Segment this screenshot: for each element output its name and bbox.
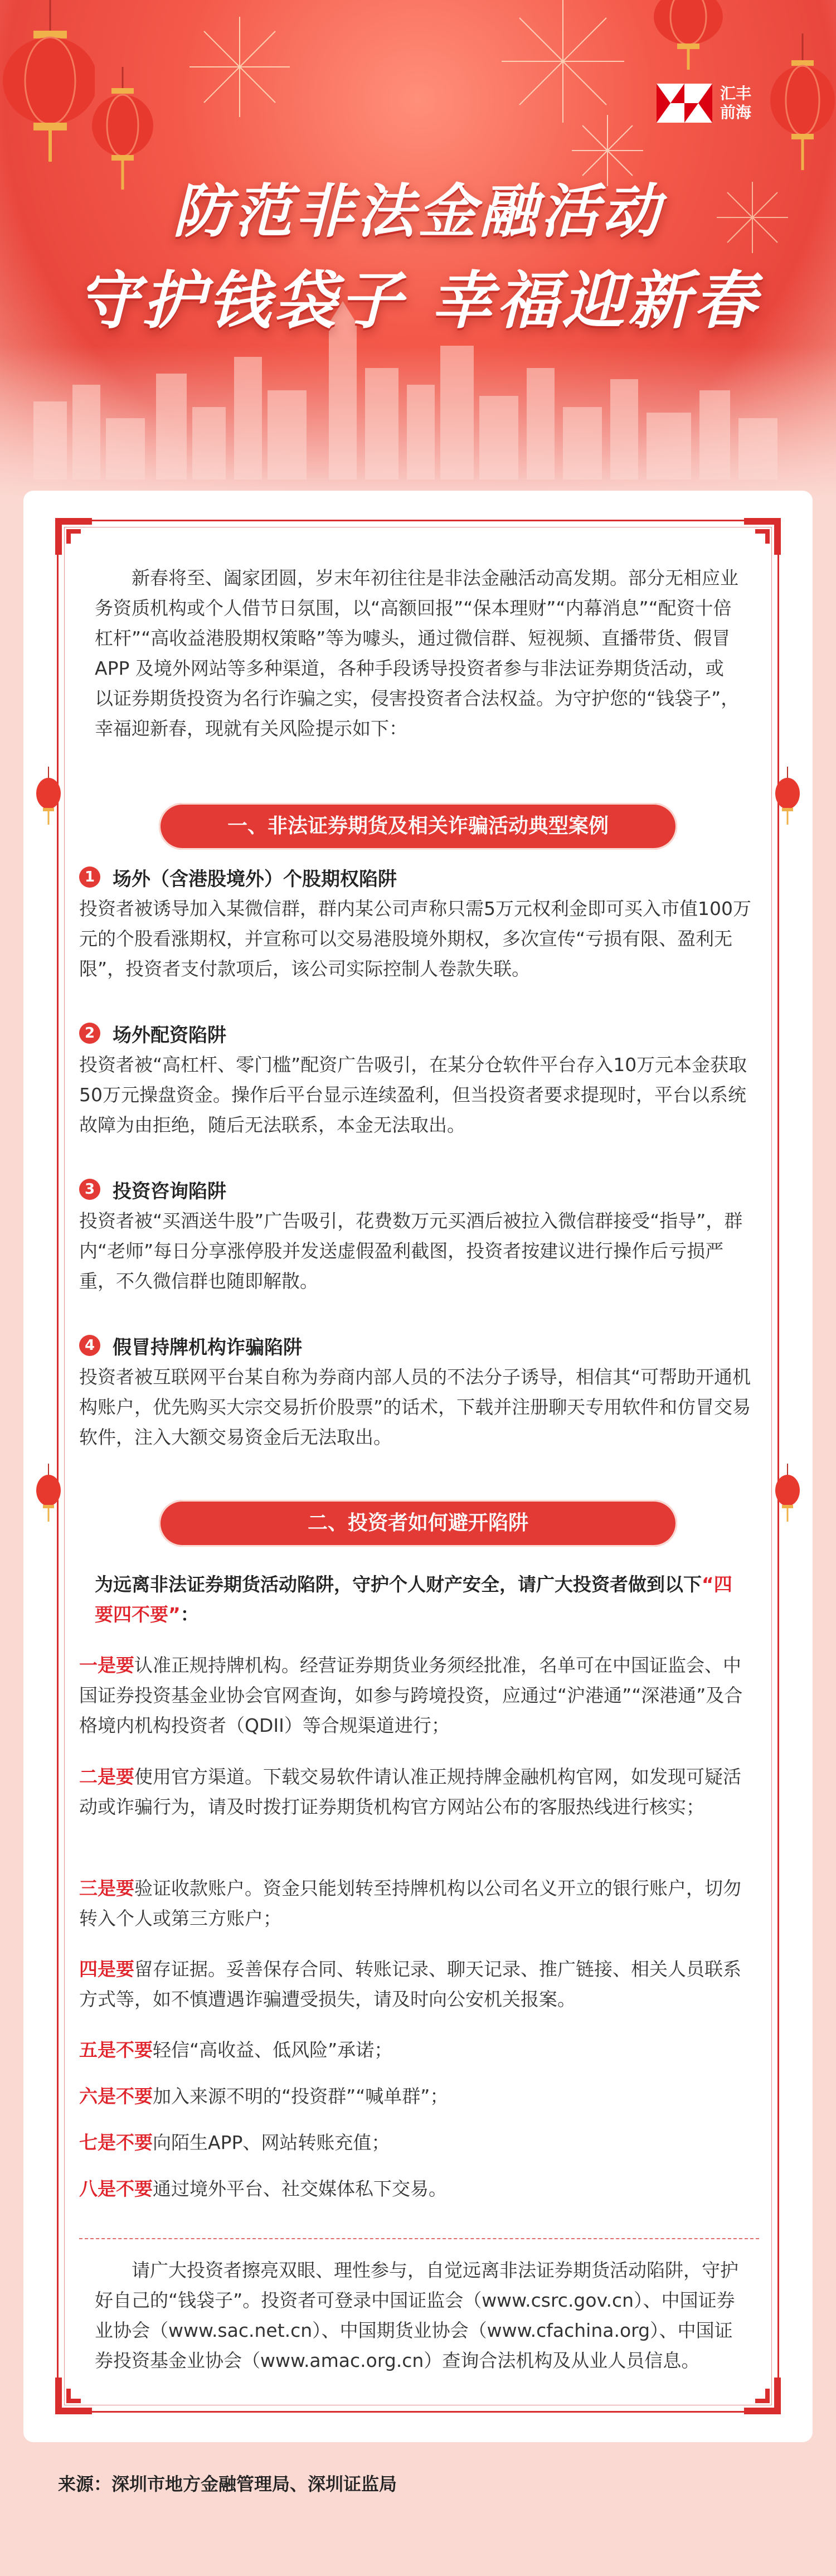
lantern-icon xyxy=(0,0,95,167)
rule-key: 一是要 xyxy=(79,1654,134,1676)
case-body: 投资者被诱导加入某微信群，群内某公司声称只需5万元权利金即可买入市值100万元的个股看涨期权，并宣称可以交易港股境外期权，多次宣传“亏损有限、盈利无限”，投资者支付款项后，该公司实际控制人卷款失联。 xyxy=(79,898,751,980)
rule-text: 向陌生APP、网站转账充值； xyxy=(153,2132,390,2153)
case-number-badge: 4 xyxy=(79,1335,100,1356)
rule-key: 七是不要 xyxy=(79,2132,153,2153)
case-body: 投资者被“高杠杆、零门槛”配资广告吸引，在某分仓软件平台存入10万元本金获取50万元操盘资金。操作后平台显示连续盈利，但当投资者要求提现时，平台以系统故障为由拒绝，随后无法联系，本金无法取出。 xyxy=(79,1054,747,1136)
lantern-icon xyxy=(774,767,801,828)
lantern-icon xyxy=(774,1464,801,1525)
case-title: 假冒持牌机构诈骗陷阱 xyxy=(113,1336,302,1359)
dashed-divider xyxy=(79,2238,759,2239)
section-2-title: 二、投资者如何避开陷阱 xyxy=(159,1500,677,1547)
lead-suffix: ： xyxy=(180,1604,199,1625)
header-banner xyxy=(0,0,836,502)
rule-text: 使用官方渠道。下载交易软件请认准正规持牌金融机构官网，如发现可疑活动或诈骗行为，请及时拨打证券期货机构官方网站公布的客服热线进行核实； xyxy=(79,1766,741,1818)
title-line-1: 防范非法金融活动 xyxy=(172,177,663,245)
rule-key: 八是不要 xyxy=(79,2178,153,2200)
hsbc-hexagon-logo-icon xyxy=(657,84,712,123)
rule-item xyxy=(79,1873,759,1934)
case-title: 投资咨询陷阱 xyxy=(113,1180,226,1203)
rule-text: 轻信“高收益、低风险”承诺； xyxy=(153,2039,393,2061)
rule-item xyxy=(79,1954,759,2015)
rule-item xyxy=(79,1650,759,1741)
rule-key: 四是要 xyxy=(79,1958,134,1980)
case-title: 场外配资陷阱 xyxy=(113,1024,226,1047)
case-body: 投资者被互联网平台某自称为券商内部人员的不法分子诱导，相信其“可帮助开通机构账户，优先购买大宗交易折价股票”的话术，下载并注册聊天专用软件和仿冒交易软件，注入大额交易资金后无法取出。 xyxy=(79,1366,751,1448)
case-number-badge: 1 xyxy=(79,866,100,888)
case-body: 投资者被“买酒送牛股”广告吸引，花费数万元买酒后被拉入微信群接受“指导”，群内“老师”每日分享涨停股并发送虚假盈利截图，投资者按建议进行操作后亏损严重，不久微信群也随即解散。 xyxy=(79,1210,743,1292)
rule-key: 三是要 xyxy=(79,1877,134,1899)
corner-ornament-icon xyxy=(741,515,784,558)
rule-key: 六是不要 xyxy=(79,2085,153,2107)
firework-icon xyxy=(184,11,295,123)
corner-ornament-icon xyxy=(52,2374,95,2418)
hsbc-qianhai-logo xyxy=(657,78,774,128)
rule-item xyxy=(79,1762,759,1822)
rule-item xyxy=(79,2128,759,2158)
title-line-2: 守护钱袋子 幸福迎新春 xyxy=(76,265,760,337)
case-title: 场外（含港股境外）个股期权陷阱 xyxy=(113,868,397,890)
source-line: 来源：深圳市地方金融管理局、深圳证监局 xyxy=(58,2473,397,2495)
rule-key: 五是不要 xyxy=(79,2039,153,2061)
intro-paragraph: 新春将至、阖家团圆，岁末年初往往是非法金融活动高发期。部分无相应业务资质机构或个人借节日氛围，以“高额回报”“保本理财”“内幕消息”“配资十倍杠杆”“高收益港股期权策略”等为噱头，通过微信群、短视频、直播带货、假冒APP 及境外网站等多种渠道，各种手段诱导投资者参与非法证券期货活动，或以证券期货投资为名行诈骗之实，侵害投资者合法权益。为守护您的“钱袋子”，幸福迎新春，现就有关风险提示如下： xyxy=(95,567,740,739)
lantern-icon xyxy=(652,0,725,72)
lantern-icon xyxy=(769,33,836,178)
lantern-icon xyxy=(35,767,62,828)
case-item xyxy=(79,1330,759,1452)
rule-text: 通过境外平台、社交媒体私下交易。 xyxy=(153,2178,447,2200)
corner-ornament-icon xyxy=(52,515,95,558)
rule-item xyxy=(79,2035,759,2065)
rule-text: 留存证据。妥善保存合同、转账记录、聊天记录、推广链接、相关人员联系方式等，如不慎遭遇诈骗遭受损失，请及时向公安机关报案。 xyxy=(79,1958,741,2010)
firework-icon xyxy=(496,0,630,128)
rule-text: 认准正规持牌机构。经营证券期货业务须经批准，名单可在中国证监会、中国证券投资基金业协会官网查询，如参与跨境投资，应通过“沪港通”“深港通”及合格境内机构投资者（QDII）等合规渠道进行； xyxy=(79,1654,743,1736)
lantern-icon xyxy=(35,1464,62,1525)
rule-text: 加入来源不明的“投资群”“喊单群”； xyxy=(153,2085,449,2107)
closing-paragraph: 请广大投资者擦亮双眼、理性参与，自觉远离非法证券期货活动陷阱，守护好自己的“钱袋子”。投资者可登录中国证监会（www.csrc.gov.cn）、中国证券业协会（www.sac.net.cn）、中国期货业协会（www.cfachina.org）、中国证券投资基金业协会（www.amac.org.cn）查询合法机构及从业人员信息。 xyxy=(95,2259,738,2371)
lead-highlight: “四要四不要” xyxy=(95,1573,732,1625)
rule-item xyxy=(79,2081,759,2112)
section-1-title: 一、非法证券期货及相关诈骗活动典型案例 xyxy=(159,803,677,850)
case-item xyxy=(79,1174,759,1296)
case-number-badge: 2 xyxy=(79,1023,100,1044)
rule-item xyxy=(79,2174,759,2204)
section-2-lead xyxy=(95,1570,741,1630)
case-item xyxy=(79,861,759,984)
rule-text: 验证收款账户。资金只能划转至持牌机构以公司名义开立的银行账户，切勿转入个人或第三方账户； xyxy=(79,1877,741,1929)
rule-key: 二是要 xyxy=(79,1766,134,1788)
lead-text: 为远离非法证券期货活动陷阱，守护个人财产安全，请广大投资者做到以下 xyxy=(95,1573,702,1595)
corner-ornament-icon xyxy=(741,2374,784,2418)
brand-name: 汇丰 前海 xyxy=(720,84,752,122)
case-number-badge: 3 xyxy=(79,1179,100,1200)
case-item xyxy=(79,1018,759,1140)
